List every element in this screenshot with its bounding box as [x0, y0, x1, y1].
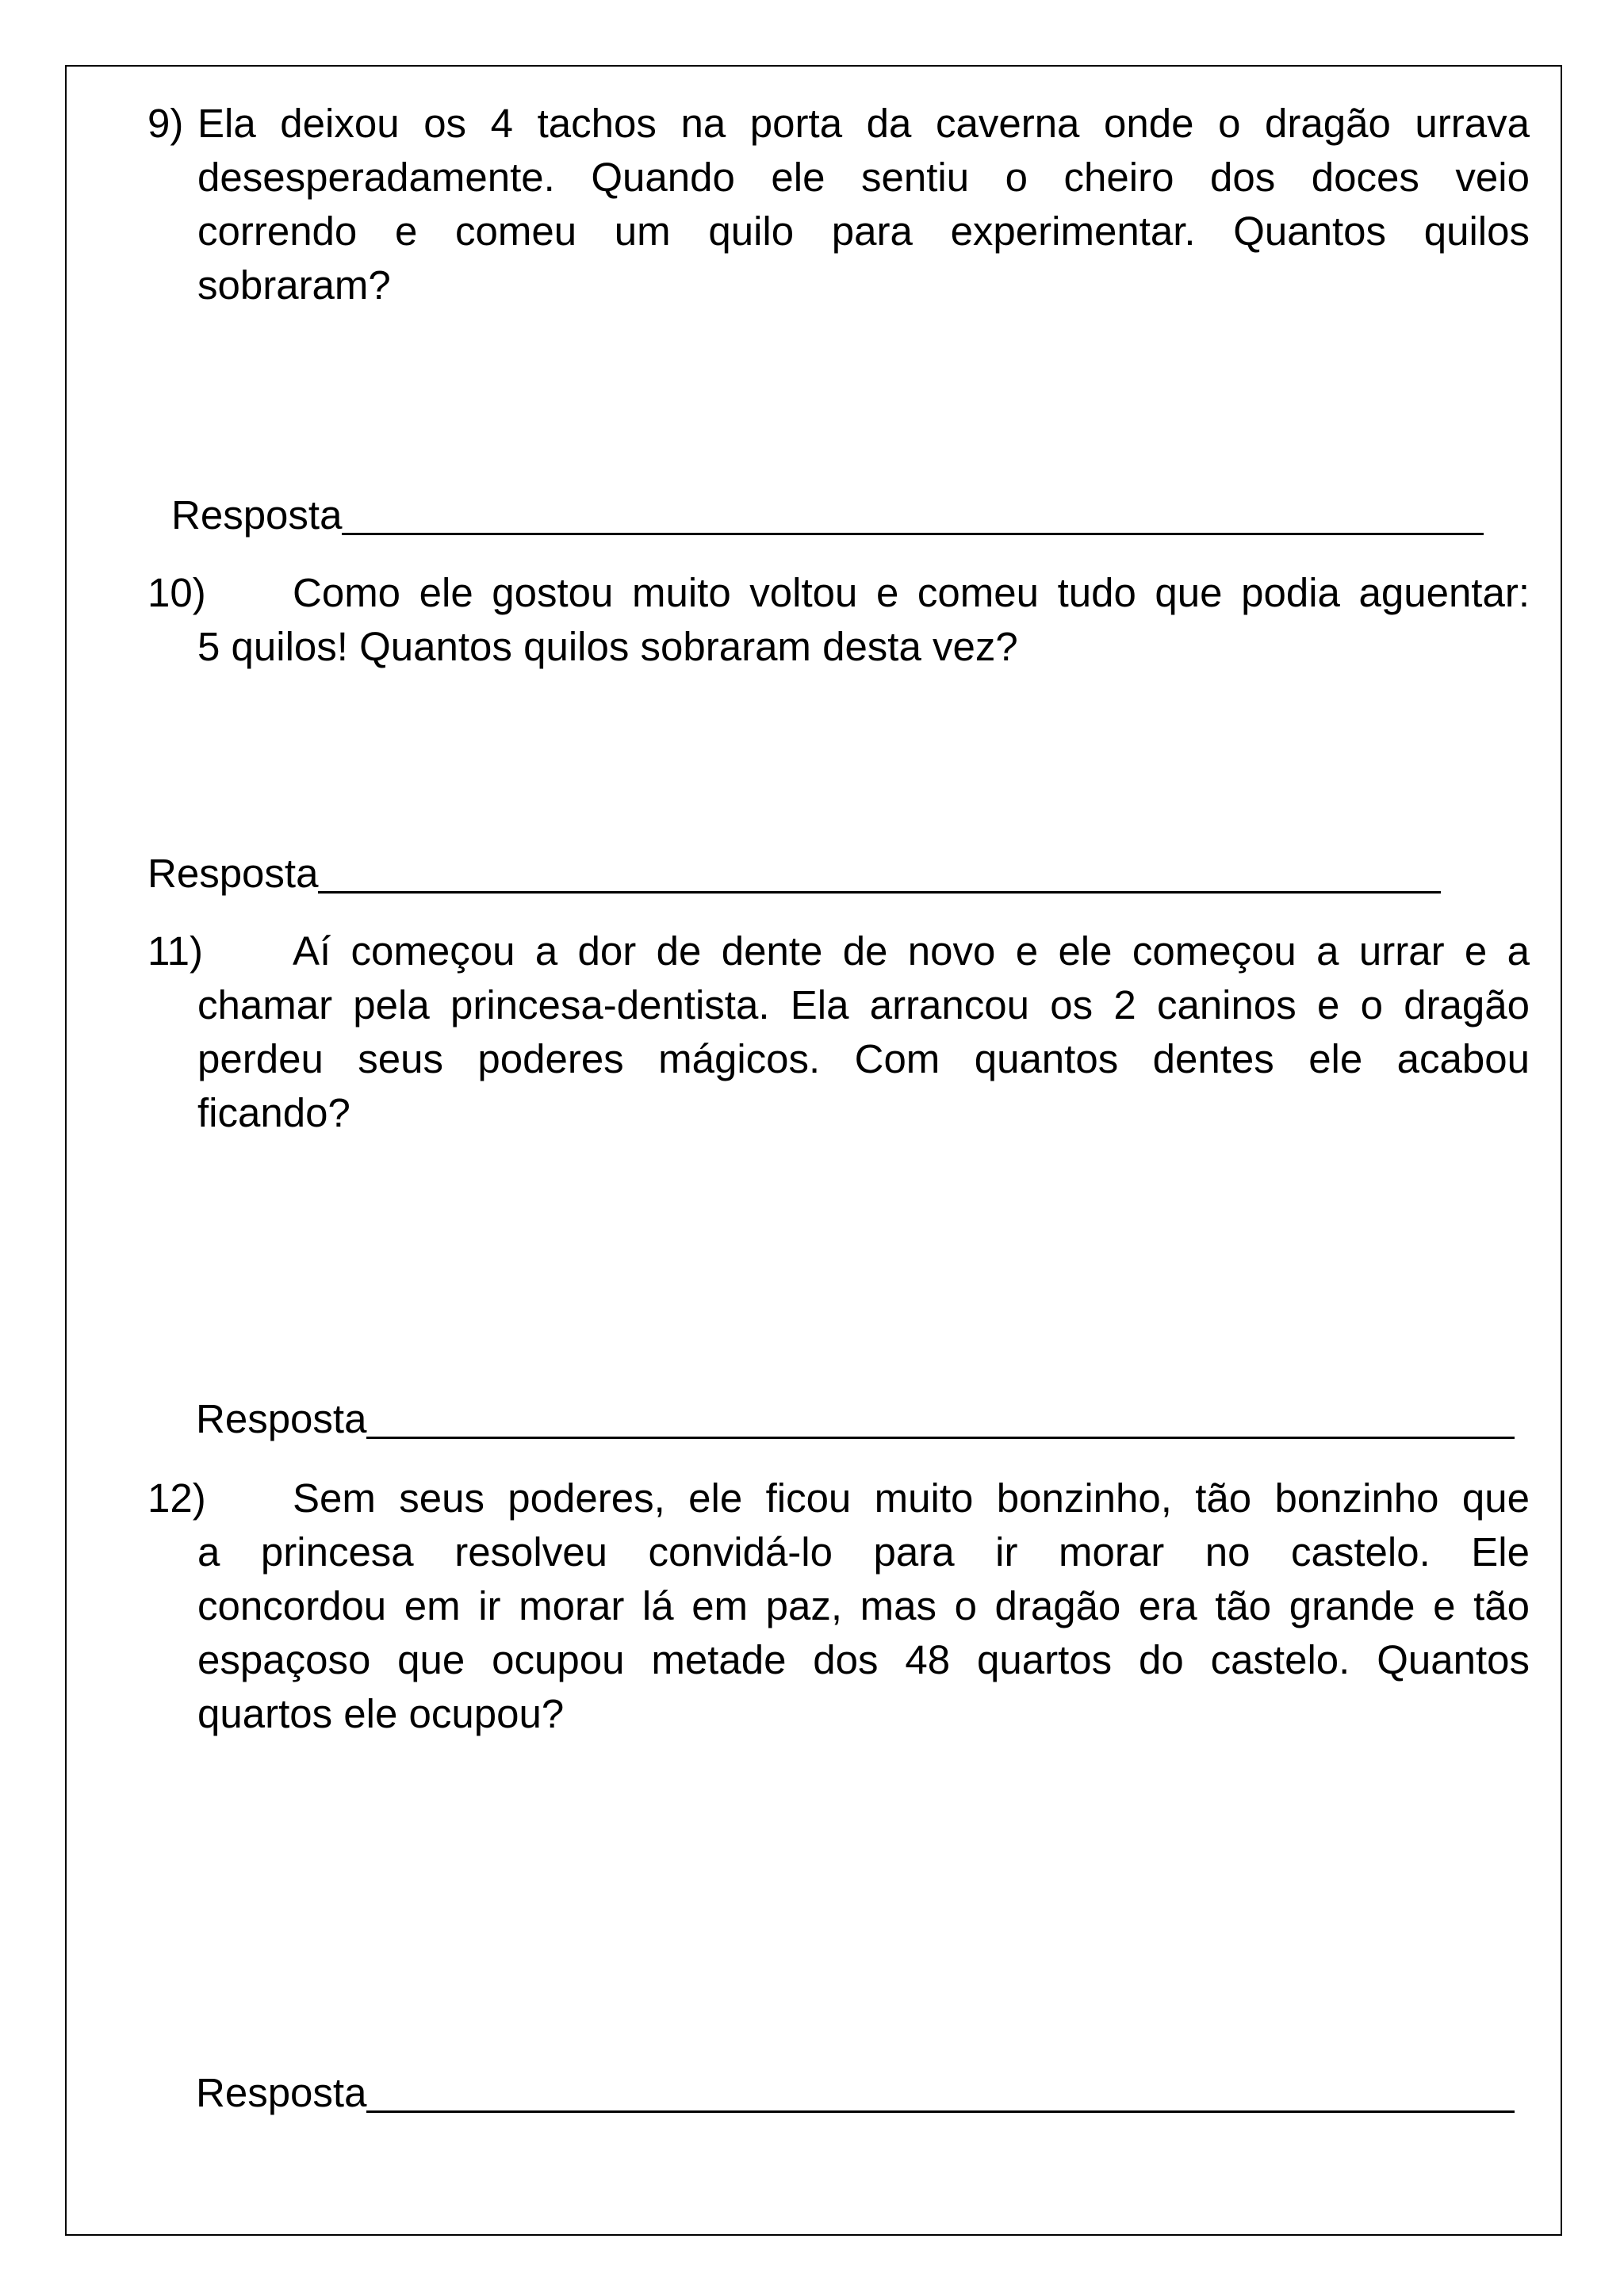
question-line	[147, 1471, 1530, 1525]
question-line: a princesa resolveu convidá-lo para ir morar no castelo. Ele	[197, 1529, 1530, 1575]
question-line: chamar pela princesa-dentista. Ela arrancou os 2 caninos e o dragão	[197, 982, 1530, 1027]
answer-line-9[interactable]	[171, 492, 1484, 539]
question-line: 5 quilos! Quantos quilos sobraram desta vez?	[197, 624, 1018, 669]
answer-label: Resposta	[196, 1396, 367, 1441]
answer-label: Resposta	[171, 492, 343, 538]
question-line: sobraram?	[197, 262, 391, 308]
question-text: Ela deixou os 4 tachos na porta da caverna onde o dragão urrava	[197, 101, 1530, 146]
question-line: ficando?	[197, 1090, 350, 1135]
question-number: 11)	[147, 928, 203, 974]
question-number: 10)	[147, 570, 206, 615]
answer-line-10[interactable]	[147, 850, 1441, 897]
question-text: Aí começou a dor de dente de novo e ele começou a urrar e a	[293, 928, 1530, 974]
question-text: Como ele gostou muito voltou e comeu tudo que podia aguentar:	[293, 570, 1530, 615]
answer-label: Resposta	[196, 2070, 367, 2115]
answer-rule[interactable]	[318, 890, 1441, 894]
question-number: 12)	[147, 1475, 206, 1521]
question-12	[147, 1471, 1530, 1741]
question-number: 9)	[147, 101, 184, 146]
question-line	[147, 97, 1530, 151]
answer-line-12[interactable]	[196, 2069, 1515, 2117]
answer-line-11[interactable]	[196, 1395, 1515, 1443]
question-line: correndo e comeu um quilo para experimentar. Quantos quilos	[197, 209, 1530, 254]
question-line: quartos ele ocupou?	[197, 1691, 565, 1736]
question-line: concordou em ir morar lá em paz, mas o dragão era tão grande e tão	[197, 1583, 1530, 1628]
question-line	[147, 566, 1530, 620]
question-line	[147, 924, 1530, 978]
page-border	[65, 65, 1562, 2236]
question-line: perdeu seus poderes mágicos. Com quantos dentes ele acabou	[197, 1036, 1530, 1081]
question-line: desesperadamente. Quando ele sentiu o cheiro dos doces veio	[197, 155, 1530, 200]
answer-rule[interactable]	[342, 532, 1484, 535]
question-line: espaçoso que ocupou metade dos 48 quartos do castelo. Quantos	[197, 1637, 1530, 1682]
answer-rule[interactable]	[366, 1436, 1515, 1439]
question-10	[147, 566, 1530, 674]
answer-label: Resposta	[147, 851, 319, 896]
question-text: Sem seus poderes, ele ficou muito bonzinho, tão bonzinho que	[293, 1475, 1530, 1521]
question-11	[147, 924, 1530, 1140]
question-9	[147, 97, 1530, 312]
answer-rule[interactable]	[366, 2110, 1515, 2113]
